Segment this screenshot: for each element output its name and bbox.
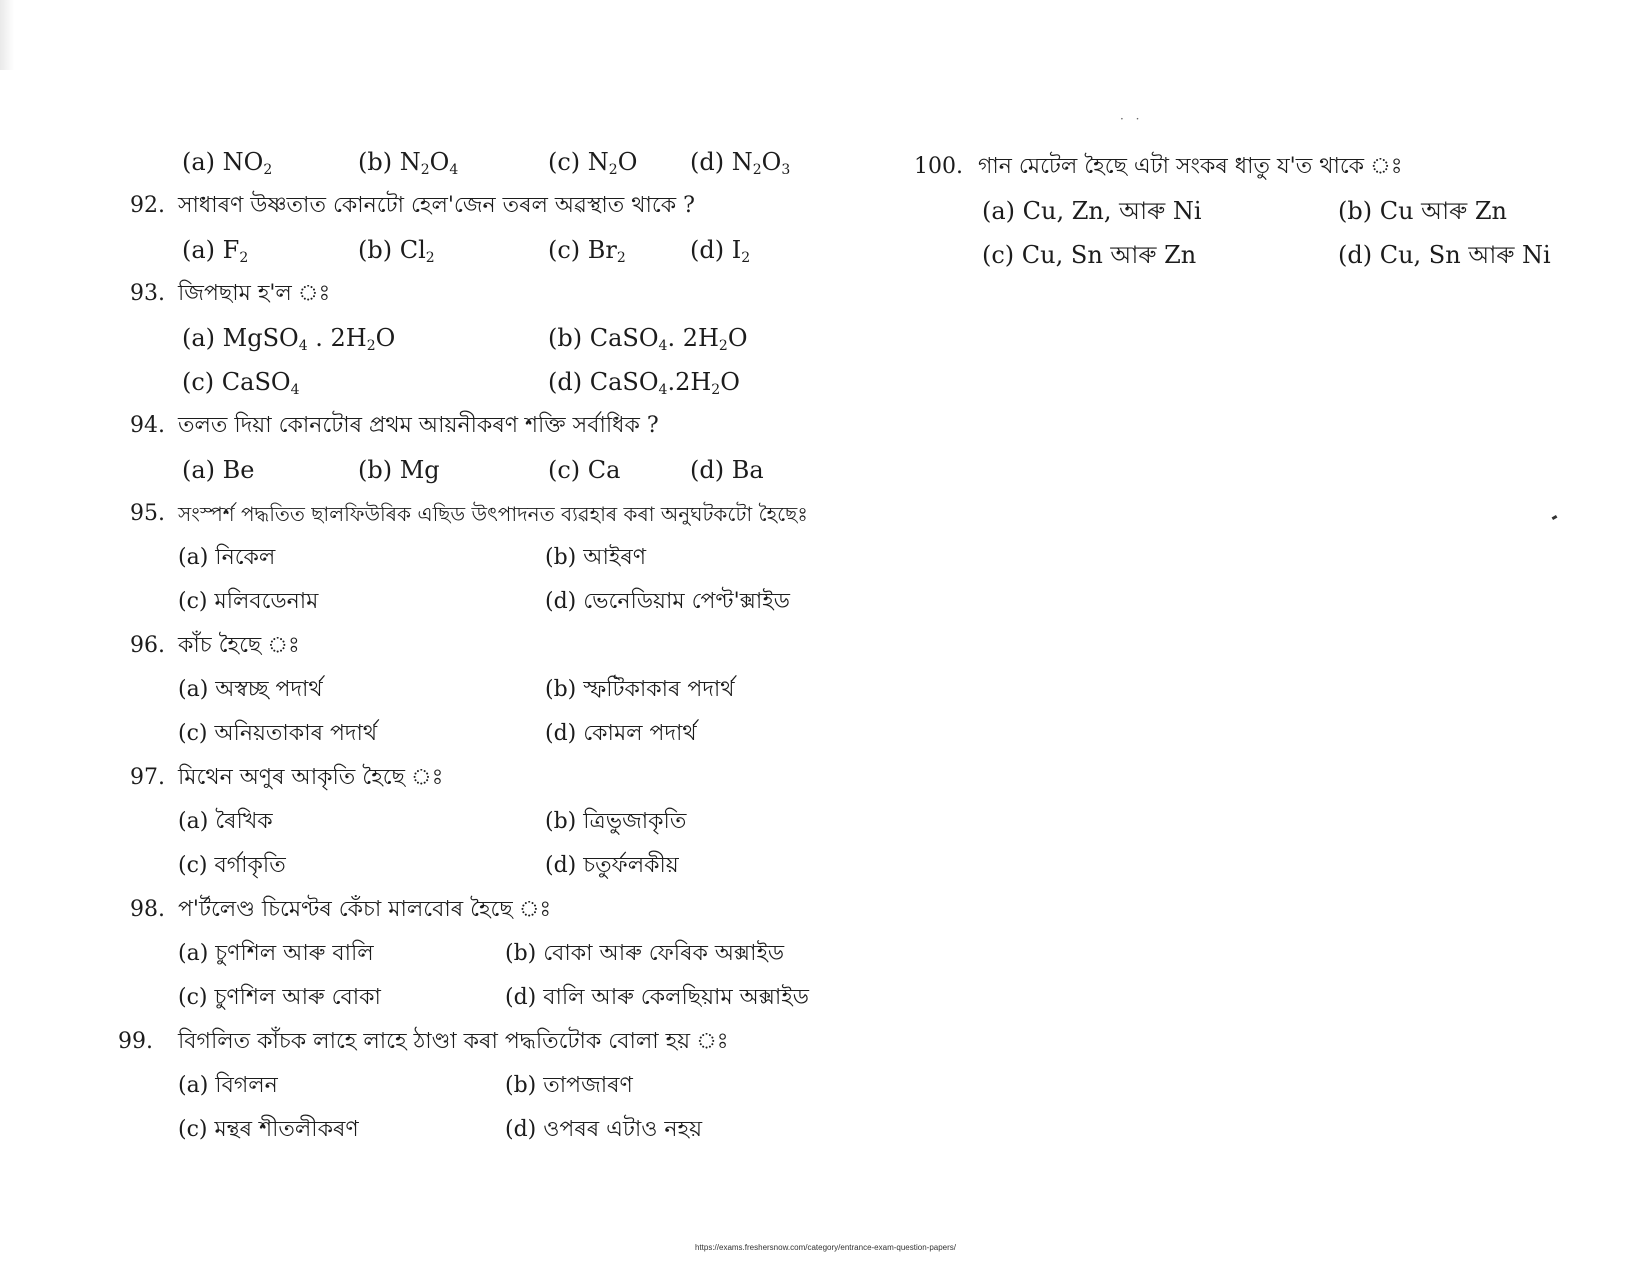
q94-option-a: (a) Be <box>182 456 255 484</box>
q99-option-b: (b) তাপজাৰণ <box>505 1073 633 1098</box>
scan-dots: · · <box>1120 112 1144 126</box>
q91-option-b: (b) $N_2O_4$ <box>358 148 459 178</box>
question-stem: জিপছাম হ'ল ঃ <box>178 281 331 306</box>
q100-option-b: (b) Cu আৰু Zn <box>1338 197 1507 225</box>
q93-option-b: (b) CaSO$_4$. $2H_2O$ <box>548 324 748 354</box>
question-93-options-row2 <box>130 360 870 404</box>
question-93 <box>130 272 870 316</box>
q95-option-a: (a) নিকেল <box>178 545 276 570</box>
question-number: 97. <box>130 765 165 790</box>
q99-option-d: (d) ওপৰৰ এটাও নহয় <box>505 1117 703 1142</box>
question-100-options-row2 <box>920 233 1580 277</box>
q97-option-b: (b) ত্ৰিভুজাকৃতি <box>545 809 687 834</box>
question-99-options-row1 <box>130 1064 870 1108</box>
q94-option-b: (b) Mg <box>358 456 440 484</box>
question-number: 98. <box>130 897 165 922</box>
question-number: 99. <box>118 1029 153 1054</box>
q94-option-c: (c) Ca <box>548 456 621 484</box>
q95-option-b: (b) আইৰণ <box>545 545 647 570</box>
q93-option-d: (d) $CaSO_4.2H_2O$ <box>548 368 740 398</box>
question-93-options-row1 <box>130 316 870 360</box>
q97-option-d: (d) চতুৰ্ফলকীয় <box>545 853 679 878</box>
question-96 <box>130 624 870 668</box>
question-98 <box>130 888 870 932</box>
q93-option-c: (c) CaSO$_4$ <box>182 368 300 398</box>
question-100-options-row1 <box>920 189 1580 233</box>
q97-option-c: (c) বৰ্গাকৃতি <box>178 853 286 878</box>
q100-option-d: (d) Cu, Sn আৰু Ni <box>1338 241 1551 269</box>
q98-option-d: (d) বালি আৰু কেলছিয়াম অক্সাইড <box>505 985 809 1010</box>
q91-option-a: (a) $NO_2$ <box>182 148 273 178</box>
question-99 <box>118 1020 870 1064</box>
q94-option-d: (d) Ba <box>690 456 764 484</box>
scan-edge-shadow <box>0 0 14 70</box>
q96-option-d: (d) কোমল পদাৰ্থ <box>545 721 697 746</box>
footer-url: https://exams.freshersnow.com/category/entrance-exam-question-papers/ <box>694 1243 956 1252</box>
question-91-options <box>130 140 870 184</box>
left-column <box>118 140 870 1152</box>
question-98-options-row1 <box>130 932 870 976</box>
q96-option-b: (b) স্ফটিকাকাৰ পদাৰ্থ <box>545 677 735 702</box>
q98-option-c: (c) চুণশিল আৰু বোকা <box>178 985 381 1010</box>
q91-option-d: (d) $N_2O_3$ <box>690 148 791 178</box>
question-stem: মিথেন অণুৰ আকৃতি হৈছে ঃ <box>178 765 444 790</box>
question-96-options-row1 <box>130 668 870 712</box>
question-number: 100. <box>914 154 963 179</box>
q92-option-a: (a) $F_2$ <box>182 236 249 266</box>
q95-option-d: (d) ভেনেডিয়াম পেণ্ট'ক্সাইড <box>545 589 790 614</box>
q93-option-a: (a) MgSO$_4$ . $2H_2O$ <box>182 324 396 354</box>
right-column <box>914 145 1580 277</box>
question-98-options-row2 <box>130 976 870 1020</box>
q98-option-b: (b) বোকা আৰু ফেৰিক অক্সাইড <box>505 941 785 966</box>
q96-option-a: (a) অস্বচ্ছ পদাৰ্থ <box>178 677 323 702</box>
q97-option-a: (a) ৰৈখিক <box>178 809 273 834</box>
question-number: 94. <box>130 413 165 438</box>
q92-option-d: (d) $I_2$ <box>690 236 751 266</box>
question-number: 96. <box>130 633 165 658</box>
question-95 <box>130 492 870 536</box>
q98-option-a: (a) চুণশিল আৰু বালি <box>178 941 374 966</box>
q96-option-c: (c) অনিয়তাকাৰ পদাৰ্থ <box>178 721 378 746</box>
question-stem: তলত দিয়া কোনটোৰ প্ৰথম আয়নীকৰণ শক্তি সৰ্বাধিক ? <box>178 413 659 438</box>
question-number: 93. <box>130 281 165 306</box>
question-92 <box>130 184 870 228</box>
q100-option-a: (a) Cu, Zn, আৰু Ni <box>982 197 1202 225</box>
question-96-options-row2 <box>130 712 870 756</box>
question-97 <box>130 756 870 800</box>
question-stem: সংস্পৰ্শ পদ্ধতিত ছালফিউৰিক এছিড উৎপাদনত ব্যৱহাৰ কৰা অনুঘটকটো হৈছেঃ <box>178 502 808 526</box>
q95-option-c: (c) মলিবডেনাম <box>178 589 319 614</box>
question-95-options-row2 <box>130 580 870 624</box>
question-97-options-row1 <box>130 800 870 844</box>
question-92-options <box>130 228 870 272</box>
question-number: 95. <box>130 501 165 526</box>
question-97-options-row2 <box>130 844 870 888</box>
scan-speck <box>1552 515 1558 520</box>
question-94 <box>130 404 870 448</box>
question-stem: কাঁচ হৈছে ঃ <box>178 633 300 658</box>
question-number: 92. <box>130 193 165 218</box>
question-99-options-row2 <box>130 1108 870 1152</box>
question-100 <box>914 145 1580 189</box>
question-stem: প'ৰ্টলেণ্ড চিমেণ্টৰ কেঁচা মালবোৰ হৈছে ঃ <box>178 897 552 922</box>
question-94-options <box>130 448 870 492</box>
question-stem: সাধাৰণ উষ্ণতাত কোনটো হেল'জেন তৰল অৱস্থাত থাকে ? <box>178 193 695 218</box>
question-stem: বিগলিত কাঁচক লাহে লাহে ঠাণ্ডা কৰা পদ্ধতিটোক বোলা হয় ঃ <box>178 1029 729 1054</box>
q99-option-a: (a) বিগলন <box>178 1073 278 1098</box>
question-95-options-row1 <box>130 536 870 580</box>
q92-option-c: (c) $Br_2$ <box>548 236 626 266</box>
q99-option-c: (c) মন্থৰ শীতলীকৰণ <box>178 1117 359 1142</box>
q100-option-c: (c) Cu, Sn আৰু Zn <box>982 241 1197 269</box>
q92-option-b: (b) $Cl_2$ <box>358 236 435 266</box>
q91-option-c: (c) $N_2O$ <box>548 148 638 178</box>
question-stem: গান মেটেল হৈছে এটা সংকৰ ধাতু য'ত থাকে ঃ <box>978 154 1403 179</box>
